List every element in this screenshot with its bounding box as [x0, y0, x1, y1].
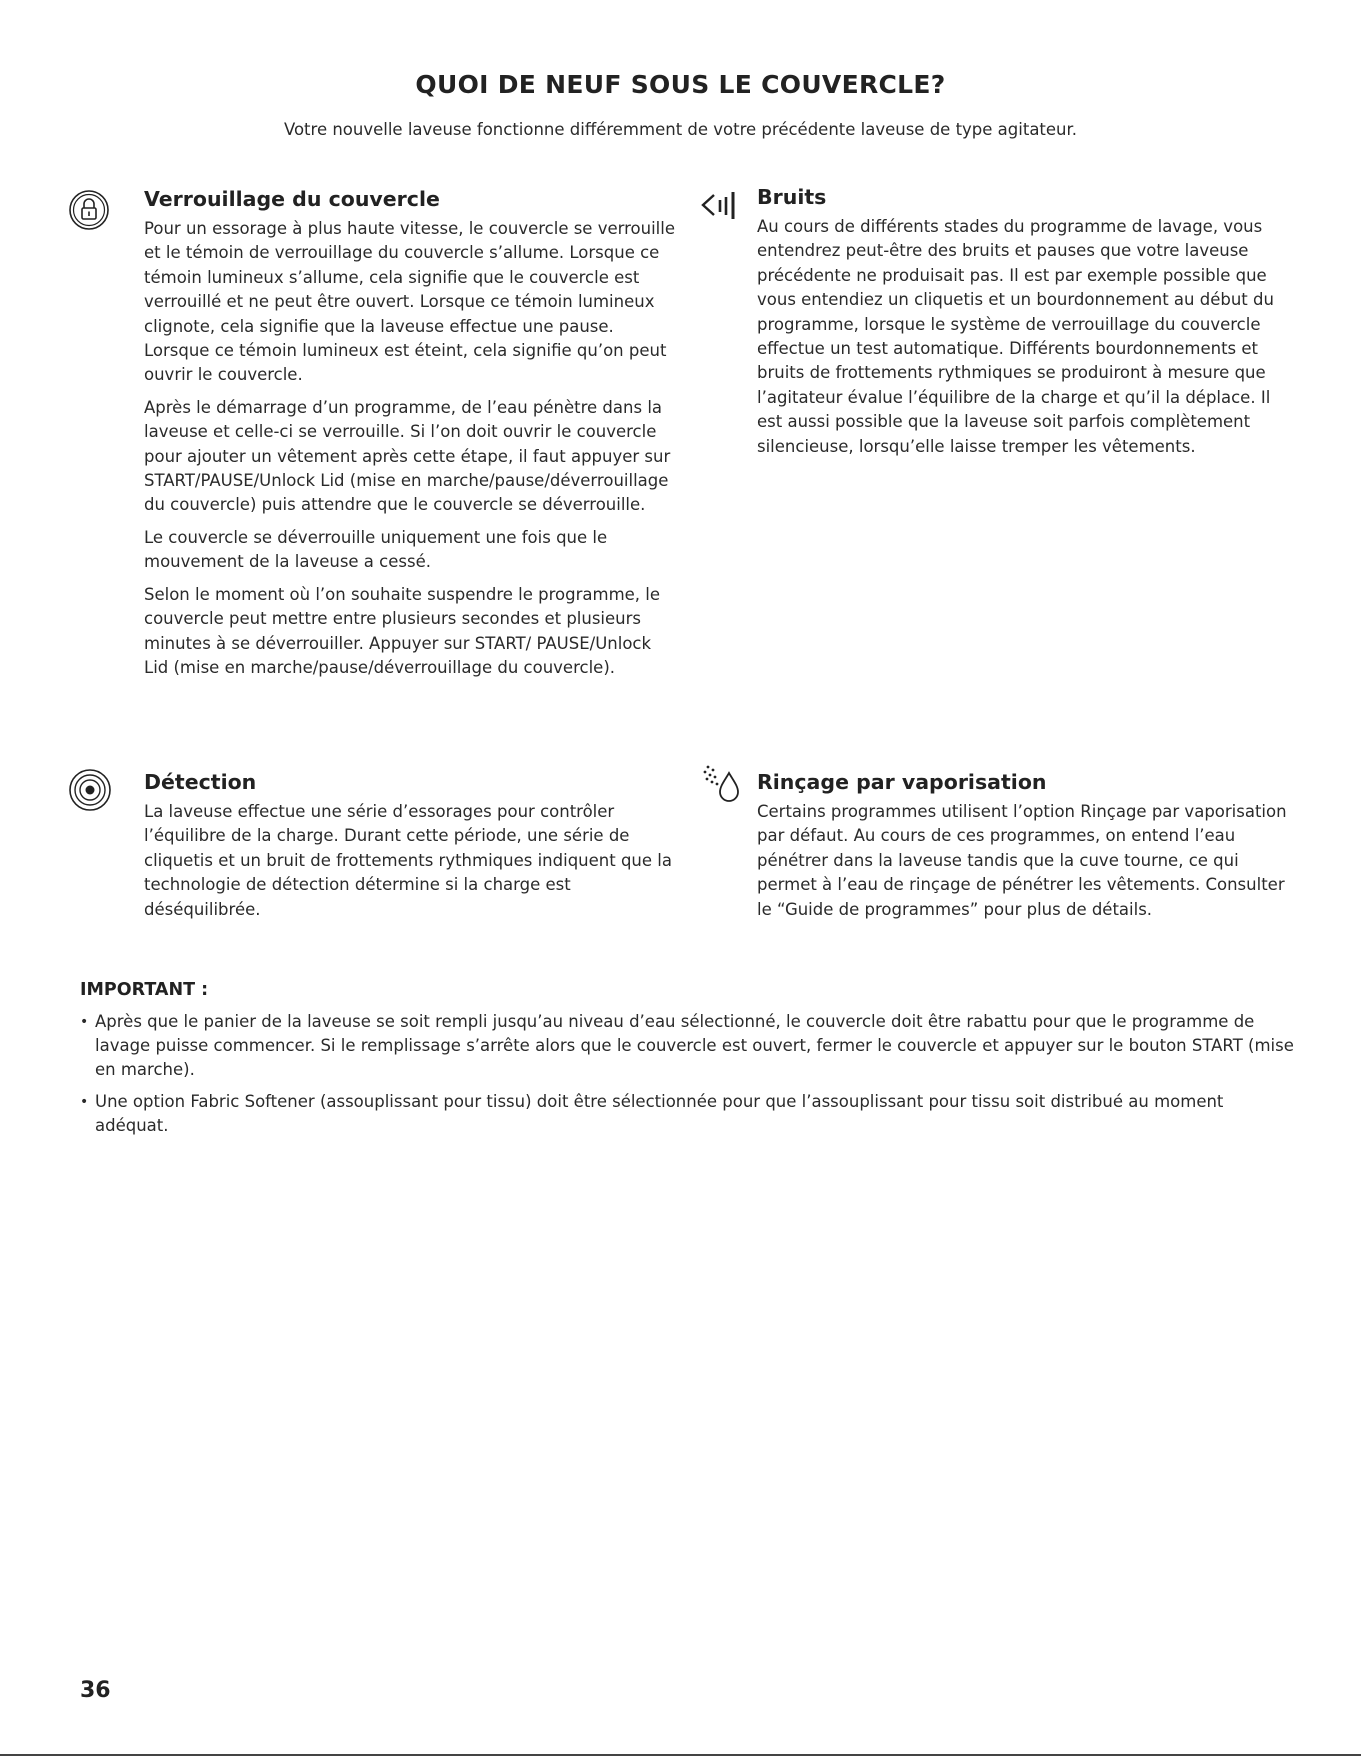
section-spray-rinse	[700, 768, 1300, 930]
section-heading: Bruits	[757, 185, 827, 209]
sound-icon	[700, 189, 744, 225]
section-paragraph: Au cours de différents stades du programme de lavage, vous entendrez peut-être des bruits et pauses que votre laveuse précédente ne produisait pas. Il est par exemple possible que vous entendiez un cliquetis et un bourdonnement au début du programme, lorsque le système de verrouillage du couvercle effectue un test automatique. Différents bourdonnements et bruits de frottements rythmiques se produiront à mesure que l’agitateur évalue l’équilibre de la charge et qu’il la déplace. Il est aussi possible que la laveuse soit parfois complètement silencieuse, lorsqu’elle laisse tremper les vêtements.	[757, 217, 1274, 456]
section-heading: Verrouillage du couvercle	[144, 187, 440, 211]
section-paragraph: Le couvercle se déverrouille uniquement une fois que le mouvement de la laveuse a cessé.	[144, 527, 608, 572]
section-detection	[68, 768, 678, 930]
section-paragraph: La laveuse effectue une série d’essorages pour contrôler l’équilibre de la charge. Durant cette période, une série de cliquetis et un bruit de frottements rythmiques indiquent que la technologie de détection détermine si la charge est déséquilibrée.	[144, 802, 672, 919]
lid-lock-icon	[68, 189, 110, 235]
bottom-rule	[0, 1754, 1361, 1756]
important-list	[80, 1010, 1300, 1146]
page-subtitle: Votre nouvelle laveuse fonctionne différemment de votre précédente laveuse de type agitateur.	[283, 120, 1078, 139]
important-label: IMPORTANT :	[80, 980, 209, 1000]
sensing-icon	[68, 768, 112, 816]
section-heading: Détection	[144, 770, 257, 794]
section-lid-lock	[68, 185, 678, 688]
page-number: 36	[80, 1678, 111, 1703]
list-item: • Après que le panier de la laveuse se soit rempli jusqu’au niveau d’eau sélectionné, le couvercle doit être rabattu pour que le programme de lavage puisse commencer. Si le remplissage s’arrête alors que le couvercle est ouvert, fermer le couvercle et appuyer sur le bouton START (mise en marche).	[80, 1010, 1300, 1082]
section-heading: Rinçage par vaporisation	[757, 770, 1047, 794]
list-item: • Une option Fabric Softener (assouplissant pour tissu) doit être sélectionnée pour que l’assouplissant pour tissu soit distribué au moment adéquat.	[80, 1090, 1300, 1138]
section-paragraph: Selon le moment où l’on souhaite suspendre le programme, le couvercle peut mettre entre plusieurs secondes et plusieurs minutes à se déverrouiller. Appuyer sur START/ PAUSE/Unlock Lid (mise en marche/pause/déverrouillage du couvercle).	[144, 584, 661, 677]
section-paragraph: Pour un essorage à plus haute vitesse, le couvercle se verrouille et le témoin de verrouillage du couvercle s’allume. Lorsque ce témoin lumineux s’allume, cela signifie que le couvercle est verrouillé et ne peut être ouvert. Lorsque ce témoin lumineux clignote, cela signifie que la laveuse effectue une pause. Lorsque ce témoin lumineux est éteint, cela signifie qu’on peut ouvrir le couvercle.	[144, 219, 675, 385]
section-paragraph: Après le démarrage d’un programme, de l’eau pénètre dans la laveuse et celle-ci se verrouille. Si l’on doit ouvrir le couvercle pour ajouter un vêtement après cette étape, il faut appuyer sur START/PAUSE/Unlock Lid (mise en marche/pause/déverrouillage du couvercle) puis attendre que le couvercle se déverrouille.	[144, 397, 671, 515]
section-noises	[700, 183, 1300, 467]
spray-rinse-icon	[700, 763, 742, 811]
section-paragraph: Certains programmes utilisent l’option Rinçage par vaporisation par défaut. Au cours de ces programmes, on entend l’eau pénétrer dans la laveuse tandis que la cuve tourne, ce qui permet à l’eau de rinçage de pénétrer les vêtements. Consulter le “Guide de programmes” pour plus de détails.	[757, 802, 1287, 919]
page-title: QUOI DE NEUF SOUS LE COUVERCLE?	[415, 70, 946, 99]
